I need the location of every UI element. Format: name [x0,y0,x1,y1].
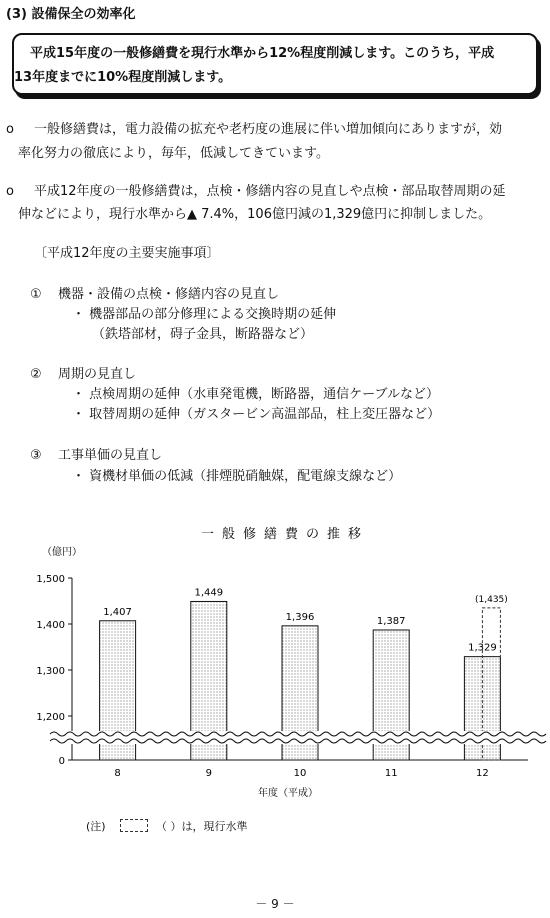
measure-number: ③ [30,448,42,463]
summary-line-1: 平成15年度の一般修繕費を現行水準から12%程度削減します。このうち，平成 [30,46,495,61]
measure-title: 機器・設備の点検・修繕内容の見直し [58,287,280,302]
bullet-2-line-1: 平成12年度の一般修繕費は，点検・修繕内容の見直しや点検・部品取替周期の延 [34,184,506,199]
measure-item: （鉄塔部材，碍子金具，断路器など） [92,327,314,342]
bullet-marker: o [6,122,14,137]
measure-item: ・ 点検周期の延伸（水車発電機，断路器，通信ケーブルなど） [72,387,439,402]
measure-title: 周期の見直し [58,367,137,382]
legend-swatch [120,819,148,832]
bullet-2-line-2: 伸などにより，現行水準から▲ 7.4%，106億円減の1,329億円に抑制しました。 [18,207,492,222]
chart-title: 一般修繕費の推移 [200,527,370,542]
measure-item: ・ 資機材単価の低減（排煙脱硝触媒，配電線支線など） [72,469,402,484]
measure-number: ① [30,287,42,302]
reference-label: (1,435) [475,594,508,605]
measure-item: ・ 機器部品の部分修理による交換時期の延伸 [72,307,337,322]
y-tick-label: 1,400 [36,620,65,631]
note-text: （ ）は，現行水準 [156,820,248,833]
y-axis-label: （億円） [42,547,82,558]
measures-heading: 〔平成12年度の主要実施事項〕 [34,246,220,261]
x-tick-label: 12 [476,768,489,779]
x-tick-label: 10 [293,768,307,779]
repair-cost-chart [0,520,550,800]
measure-title: 工事単価の見直し [58,448,163,463]
bullet-1-line-2: 率化努力の徹底により，毎年，低減してきています。 [18,146,329,161]
section-heading: (3) 設備保全の効率化 [6,7,136,22]
bar-value-label: 1,407 [103,606,132,618]
y-tick-label: 0 [58,756,65,767]
measure-number: ② [30,367,42,382]
summary-line-2: 13年度までに10%程度削減します。 [14,70,232,85]
bullet-1-line-1: 一般修繕費は，電力設備の拡充や老朽度の進展に伴い増加傾向にありますが，効 [34,122,503,137]
y-tick-label: 1,200 [36,712,65,723]
page-number: － 9 － [255,897,295,911]
x-tick-label: 11 [384,768,398,779]
x-tick-label: 8 [114,768,121,779]
y-tick-label: 1,300 [36,666,65,677]
y-tick-label: 1,500 [36,574,65,585]
measure-item: ・ 取替周期の延伸（ガスタービン高温部品，柱上変圧器など） [72,407,441,422]
bar-value-label: 1,449 [194,587,224,599]
note-prefix: (注) [86,820,106,833]
bar-value-label: 1,396 [285,611,315,623]
summary-text [14,42,530,90]
bullet-marker: o [6,184,14,199]
x-axis-label: 年度（平成） [258,788,318,799]
x-tick-label: 9 [205,768,212,779]
bar-value-label: 1,387 [376,615,406,627]
bar-value-label: 1,329 [468,642,497,654]
